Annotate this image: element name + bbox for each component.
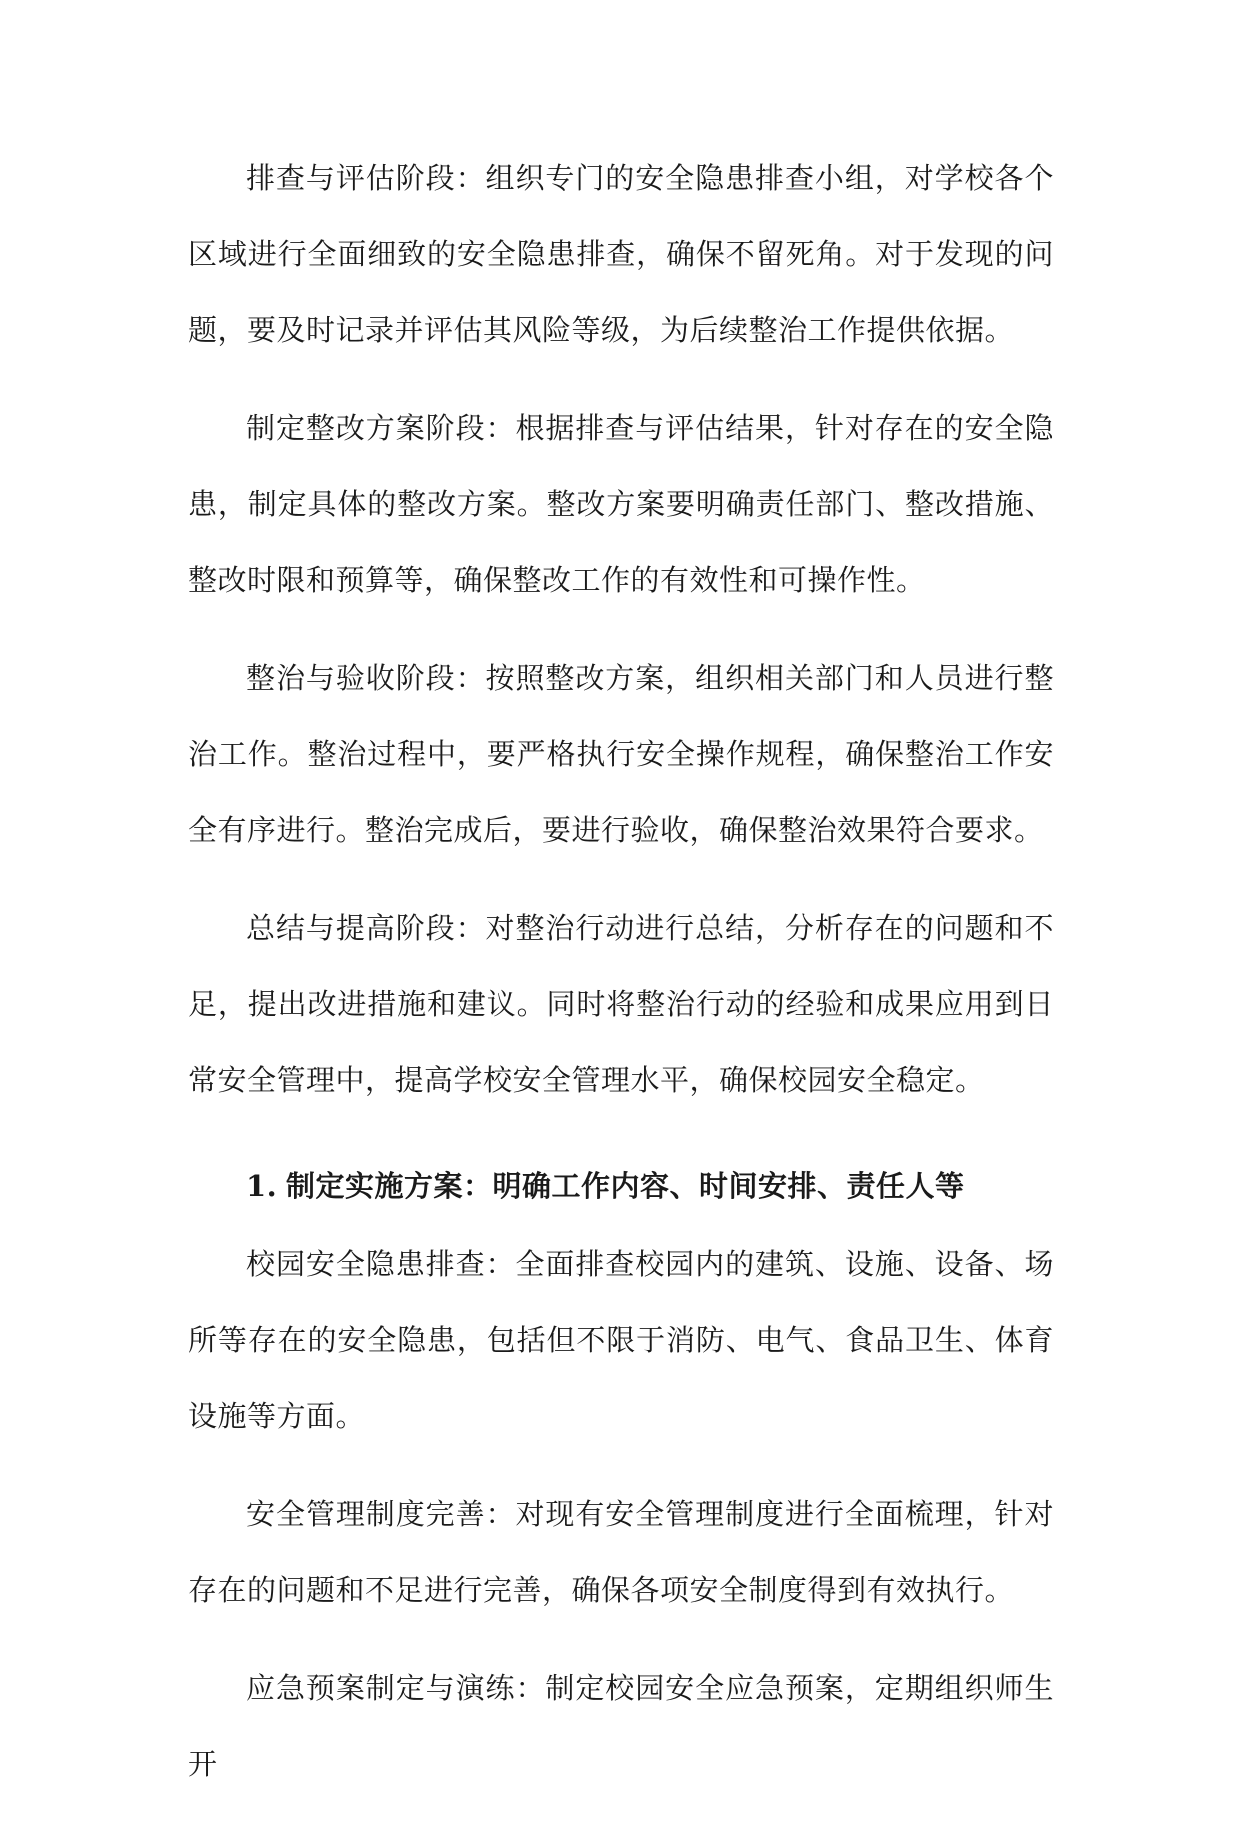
paragraph-hazard-inspection: 校园安全隐患排查：全面排查校园内的建筑、设施、设备、场所等存在的安全隐患，包括但不限于消防、电气、食品卫生、体育设施等方面。 — [188, 1247, 1054, 1433]
paragraph-remediation-acceptance-phase: 整治与验收阶段：按照整改方案，组织相关部门和人员进行整治工作。整治过程中，要严格执行安全操作规程，确保整治工作安全有序进行。整治完成后，要进行验收，确保整治效果符合要求。 — [188, 661, 1054, 847]
section-heading — [188, 1156, 1054, 1216]
section-heading-text: 制定实施方案：明确工作内容、时间安排、责任人等 — [286, 1169, 965, 1203]
paragraph-summary-improvement-phase: 总结与提高阶段：对整治行动进行总结，分析存在的问题和不足，提出改进措施和建议。同时将整治行动的经验和成果应用到日常安全管理中，提高学校安全管理水平，确保校园安全稳定。 — [188, 911, 1054, 1097]
paragraph-investigation-phase: 排查与评估阶段：组织专门的安全隐患排查小组，对学校各个区域进行全面细致的安全隐患排查，确保不留死角。对于发现的问题，要及时记录并评估其风险等级，为后续整治工作提供依据。 — [188, 161, 1054, 347]
section-heading-number: 1. — [246, 1169, 278, 1203]
document-body — [188, 140, 1054, 1824]
paragraph-management-system: 安全管理制度完善：对现有安全管理制度进行全面梳理，针对存在的问题和不足进行完善，确保各项安全制度得到有效执行。 — [188, 1497, 1054, 1607]
paragraph-rectification-plan-phase: 制定整改方案阶段：根据排查与评估结果，针对存在的安全隐患，制定具体的整改方案。整改方案要明确责任部门、整改措施、整改时限和预算等，确保整改工作的有效性和可操作性。 — [188, 411, 1054, 597]
paragraph-emergency-plan: 应急预案制定与演练：制定校园安全应急预案，定期组织师生开 — [188, 1671, 1054, 1781]
